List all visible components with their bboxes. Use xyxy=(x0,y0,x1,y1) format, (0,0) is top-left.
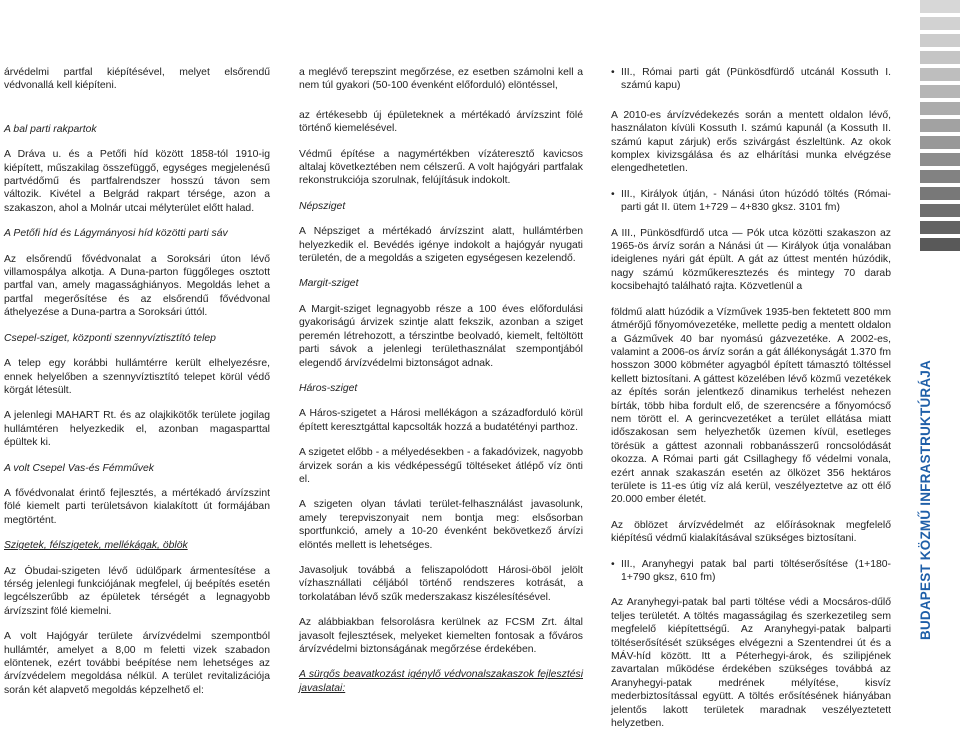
bullet-icon: • xyxy=(611,188,615,200)
sidebar-band xyxy=(912,0,960,752)
paragraph: földmű alatt húzódik a Vízművek 1935-ben fektetett 800 mm átmérőjű főnyomóvezetéke, mellette pedig a mentett oldalon a Gázművek 40 bar nyomású gázvezetéke. A 2002-es, valamint a 2006-os árvíz során a gát állékonyságát 1.370 fm hosszon 3000 köbméter agyagból épített támasztó töltéssel kellett biztosítani. A gáttest közelében lévő közmű vezetékek az építés során jelentkező dinamikus terhelést nehezen bírták, több hiba fordult elő, de szerencsére a főnyomócső nem törött el. A gerincvezetéket a terület ellátása miatt időszakosan sem helyezhetők üzemen kívül, esetleges törésük a gáttest azonnali robbanásszerű roncsolódását okozza. A Római parti gát Csillaghegy fő védelmi vonala, ezért annak szakaszán esetén az ölközet 356 hektáros területe is 11-es útig víz alá kerül, veszélyeztetve az ott élő 20.000 ember életét. xyxy=(611,306,891,506)
paragraph: Az elsőrendű fővédvonalat a Soroksári úton lévő villamospálya alkotja. A Duna-parton függőleges osztott partfal van, amely magassághiányos. Megoldás lehet a partfal megerősítése és az elsőrendű fővédvonal áthelyezése a Duna-partra a Soroksári úttól. xyxy=(4,253,270,319)
list-item-text: III., Aranyhegyi patak bal parti töltéserősítése (1+180-1+790 gksz, 610 fm) xyxy=(621,558,891,583)
paragraph: A fővédvonalat érintő fejlesztés, a mértékadó árvízszint fölé kiemelt parti területsávon kialakított út formájában megtörtént. xyxy=(4,487,270,526)
paragraph: A 2010-es árvízvédekezés során a mentett oldalon lévő, használaton kívüli Kossuth I. számú kapunál (a Kossuth II. számú kaput zárjuk) erős szivárgást észleltünk. Az okok komplex kivizsgálása és az elhárítási munka elvégzése elengedhetetlen. xyxy=(611,109,891,175)
column-left xyxy=(4,66,270,709)
section-heading: Szigetek, félszigetek, mellékágak, öblök xyxy=(4,540,188,552)
gradient-block xyxy=(920,34,960,47)
gradient-block xyxy=(920,119,960,132)
list-item-text: III., Római parti gát (Pünkösdfürdő utcánál Kossuth I. számú kapu) xyxy=(621,67,891,92)
sidebar-title: BUDAPEST KÖZMŰ INFRASTRUKTÚRÁJA xyxy=(918,360,933,640)
paragraph: A szigeten olyan távlati terület-felhasználást javasolunk, amely terepviszonyait nem bontja meg: elsősorban sportfunkció, amely a 10-20 évenként bekövetkező árvízi elöntés mellett is lehetséges. xyxy=(299,499,583,551)
column-right xyxy=(611,66,891,742)
list-item xyxy=(611,66,891,93)
paragraph: Védmű építése a nagymértékben vízáteresztő kavicsos altalaj következtében nem célszerű. A volt hajógyári partfalak rekonstrukciója szorulnak, felújításuk indokolt. xyxy=(299,148,583,187)
gradient-block xyxy=(920,170,960,183)
paragraph: Javasoljuk továbbá a feliszapolódott Hárosi-öböl jelölt vízhasznállati céljából történő rendszeres kotrását, a torkolatában lévő szűk mederszakasz kiszélesítésével. xyxy=(299,564,583,603)
gradient-blocks xyxy=(920,0,960,255)
section-heading: A bal parti rakpartok xyxy=(4,123,97,135)
paragraph: Az Aranyhegyi-patak bal parti töltése védi a Mocsáros-dűlő teljes területét. A töltés magasságilag és szerkezetileg sem megfelelő kiépítettségű. Az Aranyhegyi-patak balparti töltéserősítését szükséges elvégezni a Szentendrei út és a MÁV-híd között. Itt a Péterhegyi-árok, és szilipjének zavartalan működése érdekében szükséges továbbá az Aranyhegyi-patak medrének mélyítése, kisvíz mederbiztosítással együtt. A töltés erősítésének hiányában jelentős lakott területek maradnak veszélyeztetett helyzetben. xyxy=(611,597,891,730)
paragraph: A Margit-sziget legnagyobb része a 100 éves előfordulási gyakoriságú árvizek szintje alatt fekszik, azonban a sziget peremén létrehozott, a térszintbe beolvadó, kiemelt, feltöltött parti sávok a jelenlegi területhasználat szempontjából elegendő árvízvédelmi biztonságot adnak. xyxy=(299,303,583,369)
paragraph: A jelenlegi MAHART Rt. és az olajkikötők területe jogilag hullámtéren helyezkedik el, azonban magasparttal épültek ki. xyxy=(4,410,270,449)
list-item xyxy=(611,558,891,585)
gradient-block xyxy=(920,221,960,234)
gradient-block xyxy=(920,153,960,166)
section-heading: A sürgős beavatkozást igénylő védvonalszakaszok fejlesztési javaslatai: xyxy=(299,669,583,694)
section-heading: Háros-sziget xyxy=(299,382,358,394)
list-item xyxy=(611,188,891,215)
gradient-block xyxy=(920,0,960,13)
bullet-icon: • xyxy=(611,558,615,570)
section-heading: Margit-sziget xyxy=(299,278,359,290)
section-heading: Csepel-sziget, központi szennyvíztisztító telep xyxy=(4,332,216,344)
bullet-icon: • xyxy=(611,67,615,78)
section-heading: A Petőfi híd és Lágymányosi híd közötti parti sáv xyxy=(4,228,228,240)
paragraph: A telep egy korábbi hullámtérre került elhelyezésre, ennek helyelőben a szennyvíztisztító telepet körül védő körgát létesült. xyxy=(4,358,270,396)
paragraph: Az öblözet árvízvédelmét az előírásoknak megfelelő kiépítésű védmű kialakításával szükséges biztosítani. xyxy=(611,519,891,545)
paragraph: az értékesebb új épületeknek a mértékadó árvízszint fölé történő kiemelésével. xyxy=(299,109,583,135)
gradient-block xyxy=(920,102,960,115)
section-heading: Népsziget xyxy=(299,200,346,212)
paragraph: A volt Hajógyár területe árvízvédelmi szempontból hullámtér, amelyet a 8,00 m feletti vizek szabadon elöntenek, ezért további beépítése nem lehetséges az árvízvédelem megoldása nélkül. A terület revitalizációja során két alapvető megoldás képzelhető el: xyxy=(4,631,270,696)
gradient-block xyxy=(920,136,960,149)
gradient-block xyxy=(920,204,960,217)
gradient-block xyxy=(920,85,960,98)
gradient-block xyxy=(920,17,960,30)
paragraph: A III., Pünkösdfürdő utca — Pók utca közötti szakaszon az 1965-ös árvíz során a Nánási út — Királyok útja vonalában ideiglenes nyári gát épült. A gát az úttest mentén húzódik, nagy számú közműkeresztezés és mintegy 70 darab kocsibehajtó található rajta. Közvetlenül a xyxy=(611,227,891,293)
gradient-block xyxy=(920,68,960,81)
gradient-block xyxy=(920,187,960,200)
paragraph: Az Óbudai-szigeten lévő üdülőpark ármentesítése a térség jelenlegi funkciójának megfelel, új beépítés esetén legcélszerűbb az épületek térségét a legnagyobb árvízszint fölé kiemelni. xyxy=(4,565,270,617)
paragraph: A Dráva u. és a Petőfi híd között 1858-tól 1910-ig kiépített, műszakilag összefüggő, egységes megjelenésű partvédőmű és partfalrendszer hosszú távon sem változik. Kivétel a Belgrád rakpart térsége, azon a szakaszon, ahol a Molnár utcai mélyterület előtt halad. xyxy=(4,149,270,214)
column-middle xyxy=(299,66,583,707)
paragraph: a meglévő terepszint megőrzése, ez esetben számolni kell a nem túl gyakori (50-100 évenként előforduló) elöntéssel, xyxy=(299,67,583,92)
gradient-block xyxy=(920,238,960,251)
gradient-block xyxy=(920,51,960,64)
list-item-text: III., Királyok útján, - Nánási úton húzódó töltés (Római-parti gát II. ütem 1+729 – 4+830 gksz. 3101 fm) xyxy=(621,188,891,214)
paragraph: A Népsziget a mértékadó árvízszint alatt, hullámtérben helyezkedik el. Bevédés igénye indokolt a hajógyár nyugati területén, de a megoldás a szigeten egységesen kezelendő. xyxy=(299,226,583,265)
section-heading: A volt Csepel Vas-és Fémművek xyxy=(4,462,154,474)
paragraph: A szigetet előbb - a mélyedésekben - a fakadóvizek, nagyobb árvizek során a kis védképességű töltéseket átlépő víz önti el. xyxy=(299,447,583,485)
paragraph: A Háros-szigetet a Hárosi mellékágon a századforduló körül épített keresztgáttal kapcsolták hozzá a budatétényi parthoz. xyxy=(299,408,583,433)
paragraph: Az alábbiakban felsorolásra kerülnek az FCSM Zrt. által javasolt fejlesztések, melyeket kiemelten fontosak a főváros árvízvédelmi biztonságának megőrzése érdekében. xyxy=(299,617,583,655)
paragraph: árvédelmi partfal kiépítésével, melyet elsőrendű védvonallá kell kiépíteni. xyxy=(4,67,270,92)
